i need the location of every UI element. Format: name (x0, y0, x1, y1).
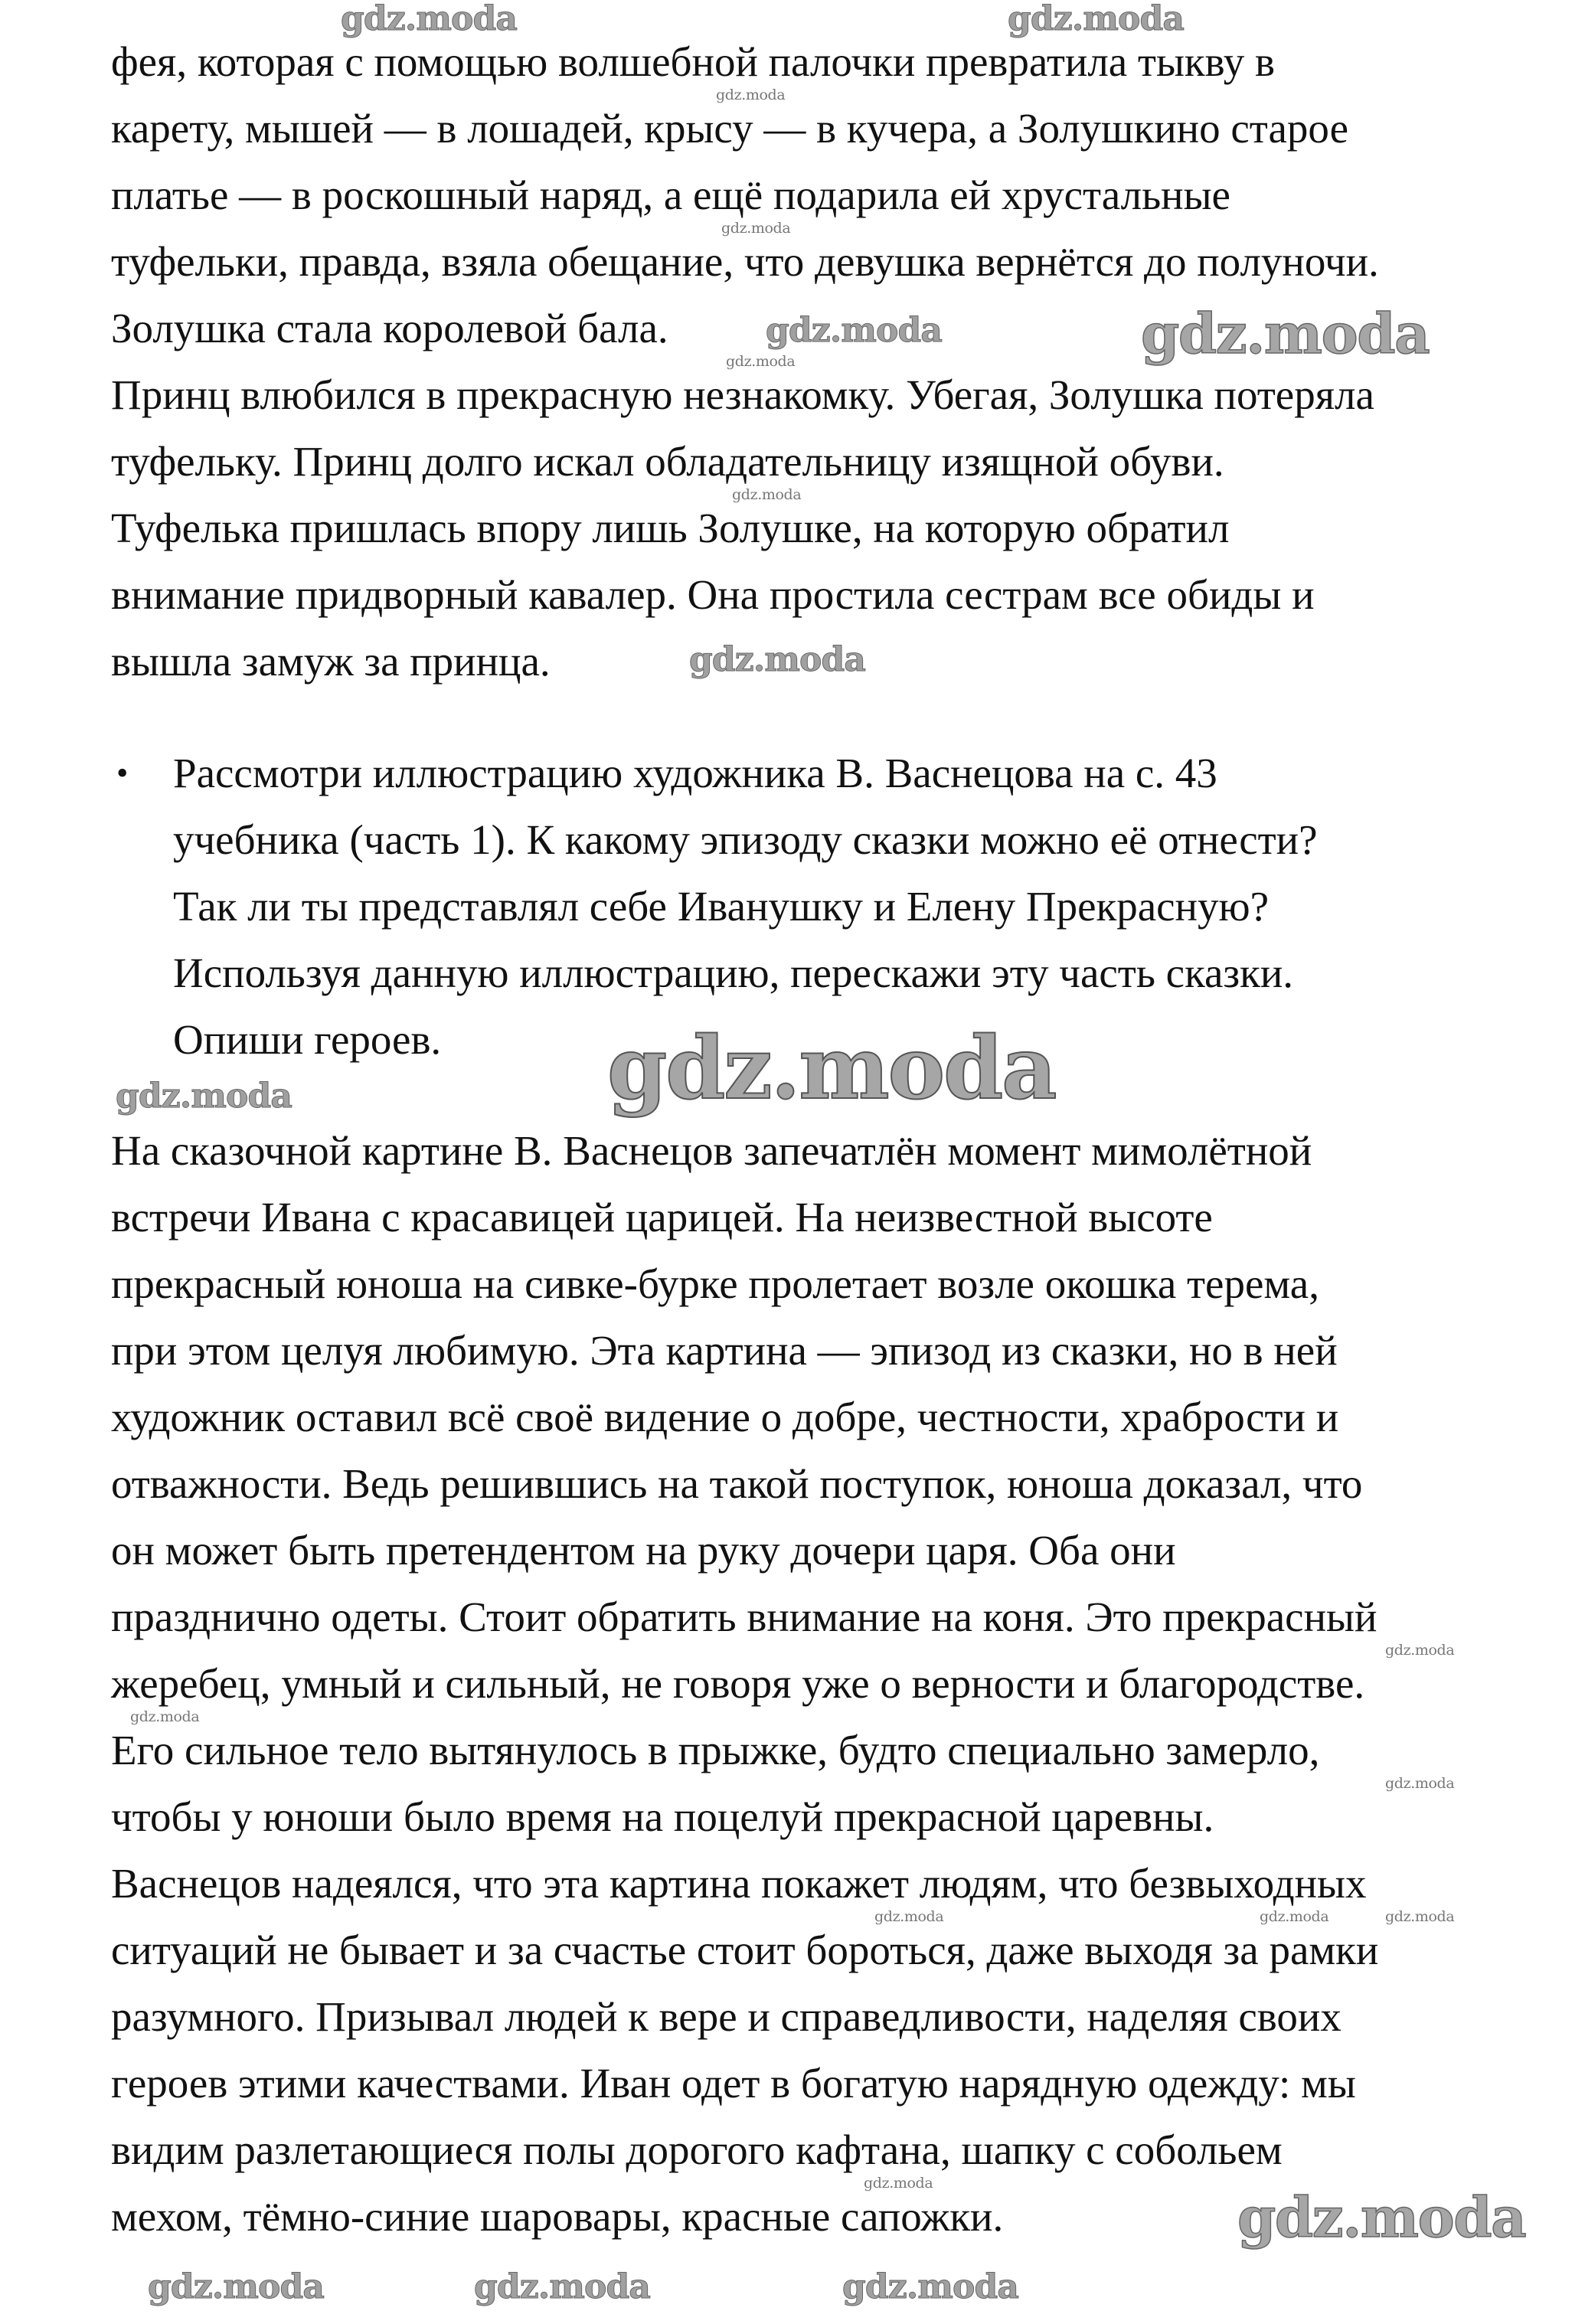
text-line: прекрасный юноша на сивке-бурке пролетает возле окошка терема, (111, 1260, 1319, 1307)
text-line: видим разлетающиеся полы дорогого кафтана, шапку с собольем (111, 2126, 1283, 2173)
watermark: gdz.moda (607, 1018, 1056, 1119)
watermark: gdz.moda (1141, 301, 1430, 366)
watermark: gdz.moda (341, 0, 517, 38)
watermark: gdz.moda (864, 2175, 933, 2192)
text-line: туфельки, правда, взяла обещание, что девушка вернётся до полуночи. (111, 238, 1379, 285)
text-line: ситуаций не бывает и за счастье стоит бороться, даже выходя за рамки (111, 1927, 1379, 1973)
text-line: жеребец, умный и сильный, не говоря уже о верности и благородстве. (111, 1660, 1365, 1707)
text-line: отважности. Ведь решившись на такой поступок, юноша доказал, что (111, 1460, 1363, 1507)
bullet-text-line: Опиши героев. (173, 1016, 442, 1063)
watermark: gdz.moda (716, 87, 786, 103)
text-line: Его сильное тело вытянулось в прыжке, будто специально замерло, (111, 1727, 1320, 1773)
watermark: gdz.moda (732, 486, 802, 503)
text-line: На сказочной картине В. Васнецов запечатлён момент мимолётной (111, 1127, 1312, 1174)
bullet-text-line: Так ли ты представлял себе Иванушку и Елену Прекрасную? (173, 883, 1269, 930)
watermark: gdz.moda (148, 2267, 324, 2306)
watermark: gdz.moda (1008, 0, 1184, 38)
watermark: gdz.moda (689, 640, 865, 679)
text-line: фея, которая с помощью волшебной палочки превратила тыкву в (111, 38, 1275, 85)
text-line: внимание придворный кавалер. Она простила сестрам все обиды и (111, 571, 1315, 618)
text-line: вышла замуж за принца. (111, 638, 551, 685)
text-line: Васнецов надеялся, что эта картина покажет людям, что безвыходных (111, 1860, 1367, 1907)
watermark: gdz.moda (116, 1077, 292, 1116)
bullet-text-line: Рассмотри иллюстрацию художника В. Васнецова на с. 43 (173, 750, 1217, 796)
watermark: gdz.moda (1237, 2185, 1526, 2250)
text-line: Золушка стала королевой бала. (111, 305, 668, 351)
watermark: gdz.moda (726, 353, 796, 370)
text-line: героев этими качествами. Иван одет в богатую нарядную одежду: мы (111, 2060, 1356, 2107)
watermark: gdz.moda (1385, 1775, 1455, 1792)
text-line: художник оставил всё своё видение о добре, честности, храбрости и (111, 1394, 1339, 1440)
watermark: gdz.moda (721, 220, 791, 237)
text-line: мехом, тёмно-синие шаровары, красные сапожки. (111, 2193, 1004, 2240)
text-line: Туфелька пришлась впору лишь Золушке, на которую обратил (111, 505, 1230, 551)
watermark: gdz.moda (1385, 1642, 1455, 1659)
watermark: gdz.moda (1260, 1908, 1329, 1925)
watermark: gdz.moda (874, 1908, 944, 1925)
watermark: gdz.moda (1385, 1908, 1455, 1925)
bullet-text-line: Используя данную иллюстрацию, перескажи эту часть сказки. (173, 950, 1294, 996)
watermark: gdz.moda (766, 311, 942, 350)
text-line: при этом целуя любимую. Эта картина — эпизод из сказки, но в ней (111, 1327, 1338, 1374)
text-line: карету, мышей — в лошадей, крысу — в кучера, а Золушкино старое (111, 105, 1348, 152)
text-line: он может быть претендентом на руку дочери царя. Оба они (111, 1527, 1176, 1574)
watermark: gdz.moda (842, 2267, 1018, 2306)
text-line: туфельку. Принц долго искал обладательницу изящной обуви. (111, 438, 1224, 485)
watermark: gdz.moda (474, 2267, 650, 2306)
text-line: платье — в роскошный наряд, а ещё подарила ей хрустальные (111, 172, 1230, 218)
text-line: разумного. Призывал людей к вере и справедливости, наделяя своих (111, 1993, 1342, 2040)
text-line: чтобы у юноши было время на поцелуй прекрасной царевны. (111, 1793, 1214, 1840)
text-line: Принц влюбился в прекрасную незнакомку. Убегая, Золушка потеряла (111, 371, 1374, 418)
bullet-marker: • (116, 754, 129, 792)
text-line: празднично одеты. Стоит обратить внимание на коня. Это прекрасный (111, 1593, 1377, 1640)
bullet-text-line: учебника (часть 1). К какому эпизоду сказки можно её отнести? (173, 816, 1318, 863)
text-line: встречи Ивана с красавицей царицей. На неизвестной высоте (111, 1194, 1213, 1240)
watermark: gdz.moda (130, 1708, 200, 1725)
